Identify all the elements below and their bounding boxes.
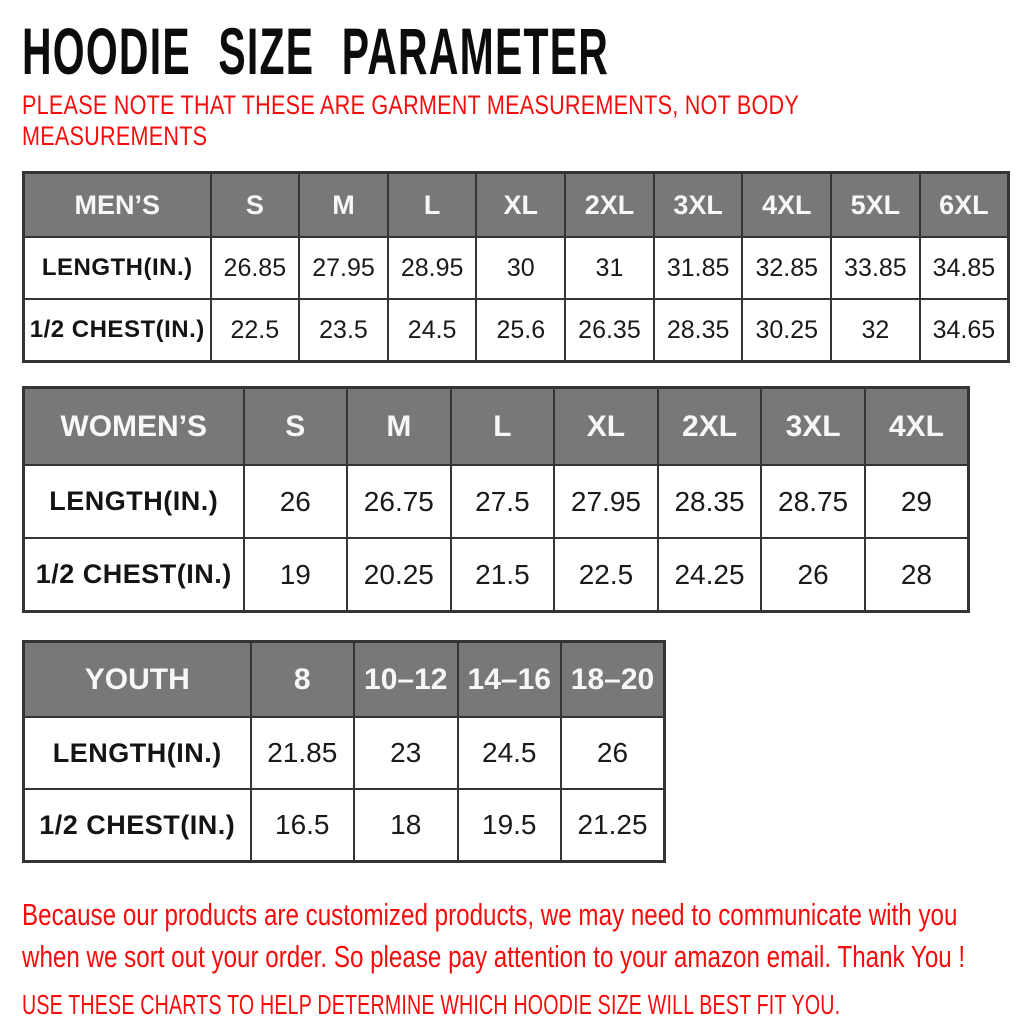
row-label: LENGTH(IN.) [24, 237, 211, 299]
size-value-cell: 30.25 [742, 299, 831, 362]
size-value-cell: 34.65 [920, 299, 1009, 362]
mens-size-header: S [211, 173, 300, 238]
womens-size-header: 2XL [658, 388, 762, 466]
size-value-cell: 26.85 [211, 237, 300, 299]
size-value-cell: 31 [565, 237, 654, 299]
customization-notice: Because our products are customized products, we may need to communicate with you when we sort out your order. So please pay attention to your amazon email. Thank You ! [22, 897, 966, 974]
youth-table-row [24, 789, 665, 862]
size-value-cell: 22.5 [211, 299, 300, 362]
size-value-cell: 31.85 [654, 237, 743, 299]
mens-table-row [24, 237, 1009, 299]
size-value-cell: 20.25 [347, 538, 451, 612]
womens-size-header: M [347, 388, 451, 466]
size-value-cell: 21.5 [451, 538, 555, 612]
row-label: 1/2 CHEST(IN.) [24, 789, 251, 862]
garment-measurement-note: PLEASE NOTE THAT THESE ARE GARMENT MEASUREMENTS, NOT BODY MEASUREMENTS [22, 90, 799, 151]
womens-size-header: L [451, 388, 555, 466]
size-value-cell: 28 [865, 538, 969, 612]
mens-header-row [24, 173, 1009, 238]
size-value-cell: 28.75 [761, 465, 865, 538]
size-value-cell: 23 [354, 717, 458, 789]
mens-size-header: 2XL [565, 173, 654, 238]
chart-usage-note: USE THESE CHARTS TO HELP DETERMINE WHICH HOODIE SIZE WILL BEST FIT YOU. [22, 989, 841, 1020]
youth-table-label: YOUTH [24, 642, 251, 718]
youth-size-header: 18–20 [561, 642, 665, 718]
size-value-cell: 26 [561, 717, 665, 789]
womens-table-row [24, 538, 969, 612]
size-value-cell: 19 [244, 538, 348, 612]
womens-size-header: 3XL [761, 388, 865, 466]
size-value-cell: 32.85 [742, 237, 831, 299]
womens-table-row [24, 465, 969, 538]
mens-table-label: MEN’S [24, 173, 211, 238]
womens-table-label: WOMEN’S [24, 388, 244, 466]
size-value-cell: 23.5 [299, 299, 388, 362]
mens-table-row [24, 299, 1009, 362]
mens-size-header: 3XL [654, 173, 743, 238]
youth-size-header: 8 [251, 642, 355, 718]
size-value-cell: 24.5 [458, 717, 562, 789]
womens-size-table [22, 386, 970, 613]
size-value-cell: 18 [354, 789, 458, 862]
womens-size-header: 4XL [865, 388, 969, 466]
size-value-cell: 32 [831, 299, 920, 362]
youth-size-header: 14–16 [458, 642, 562, 718]
size-value-cell: 26.75 [347, 465, 451, 538]
size-value-cell: 22.5 [554, 538, 658, 612]
size-value-cell: 26 [761, 538, 865, 612]
size-value-cell: 19.5 [458, 789, 562, 862]
size-value-cell: 16.5 [251, 789, 355, 862]
size-value-cell: 34.85 [920, 237, 1009, 299]
mens-size-header: 5XL [831, 173, 920, 238]
womens-size-header: S [244, 388, 348, 466]
size-value-cell: 27.5 [451, 465, 555, 538]
size-value-cell: 24.5 [388, 299, 477, 362]
youth-header-row [24, 642, 665, 718]
size-value-cell: 33.85 [831, 237, 920, 299]
size-value-cell: 30 [476, 237, 565, 299]
size-value-cell: 27.95 [554, 465, 658, 538]
mens-size-header: L [388, 173, 477, 238]
youth-table-row [24, 717, 665, 789]
womens-header-row [24, 388, 969, 466]
womens-size-header: XL [554, 388, 658, 466]
youth-size-header: 10–12 [354, 642, 458, 718]
size-value-cell: 27.95 [299, 237, 388, 299]
row-label: 1/2 CHEST(IN.) [24, 538, 244, 612]
size-value-cell: 25.6 [476, 299, 565, 362]
size-value-cell: 28.35 [658, 465, 762, 538]
mens-size-table [22, 171, 1010, 363]
mens-size-header: XL [476, 173, 565, 238]
mens-size-header: 4XL [742, 173, 831, 238]
row-label: 1/2 CHEST(IN.) [24, 299, 211, 362]
size-value-cell: 26.35 [565, 299, 654, 362]
size-value-cell: 21.25 [561, 789, 665, 862]
size-value-cell: 26 [244, 465, 348, 538]
mens-size-header: 6XL [920, 173, 1009, 238]
size-value-cell: 29 [865, 465, 969, 538]
youth-size-table [22, 640, 666, 863]
row-label: LENGTH(IN.) [24, 717, 251, 789]
mens-size-header: M [299, 173, 388, 238]
page-title: HOODIE SIZE PARAMETER [22, 14, 610, 88]
size-value-cell: 24.25 [658, 538, 762, 612]
size-value-cell: 28.35 [654, 299, 743, 362]
size-value-cell: 28.95 [388, 237, 477, 299]
size-value-cell: 21.85 [251, 717, 355, 789]
row-label: LENGTH(IN.) [24, 465, 244, 538]
